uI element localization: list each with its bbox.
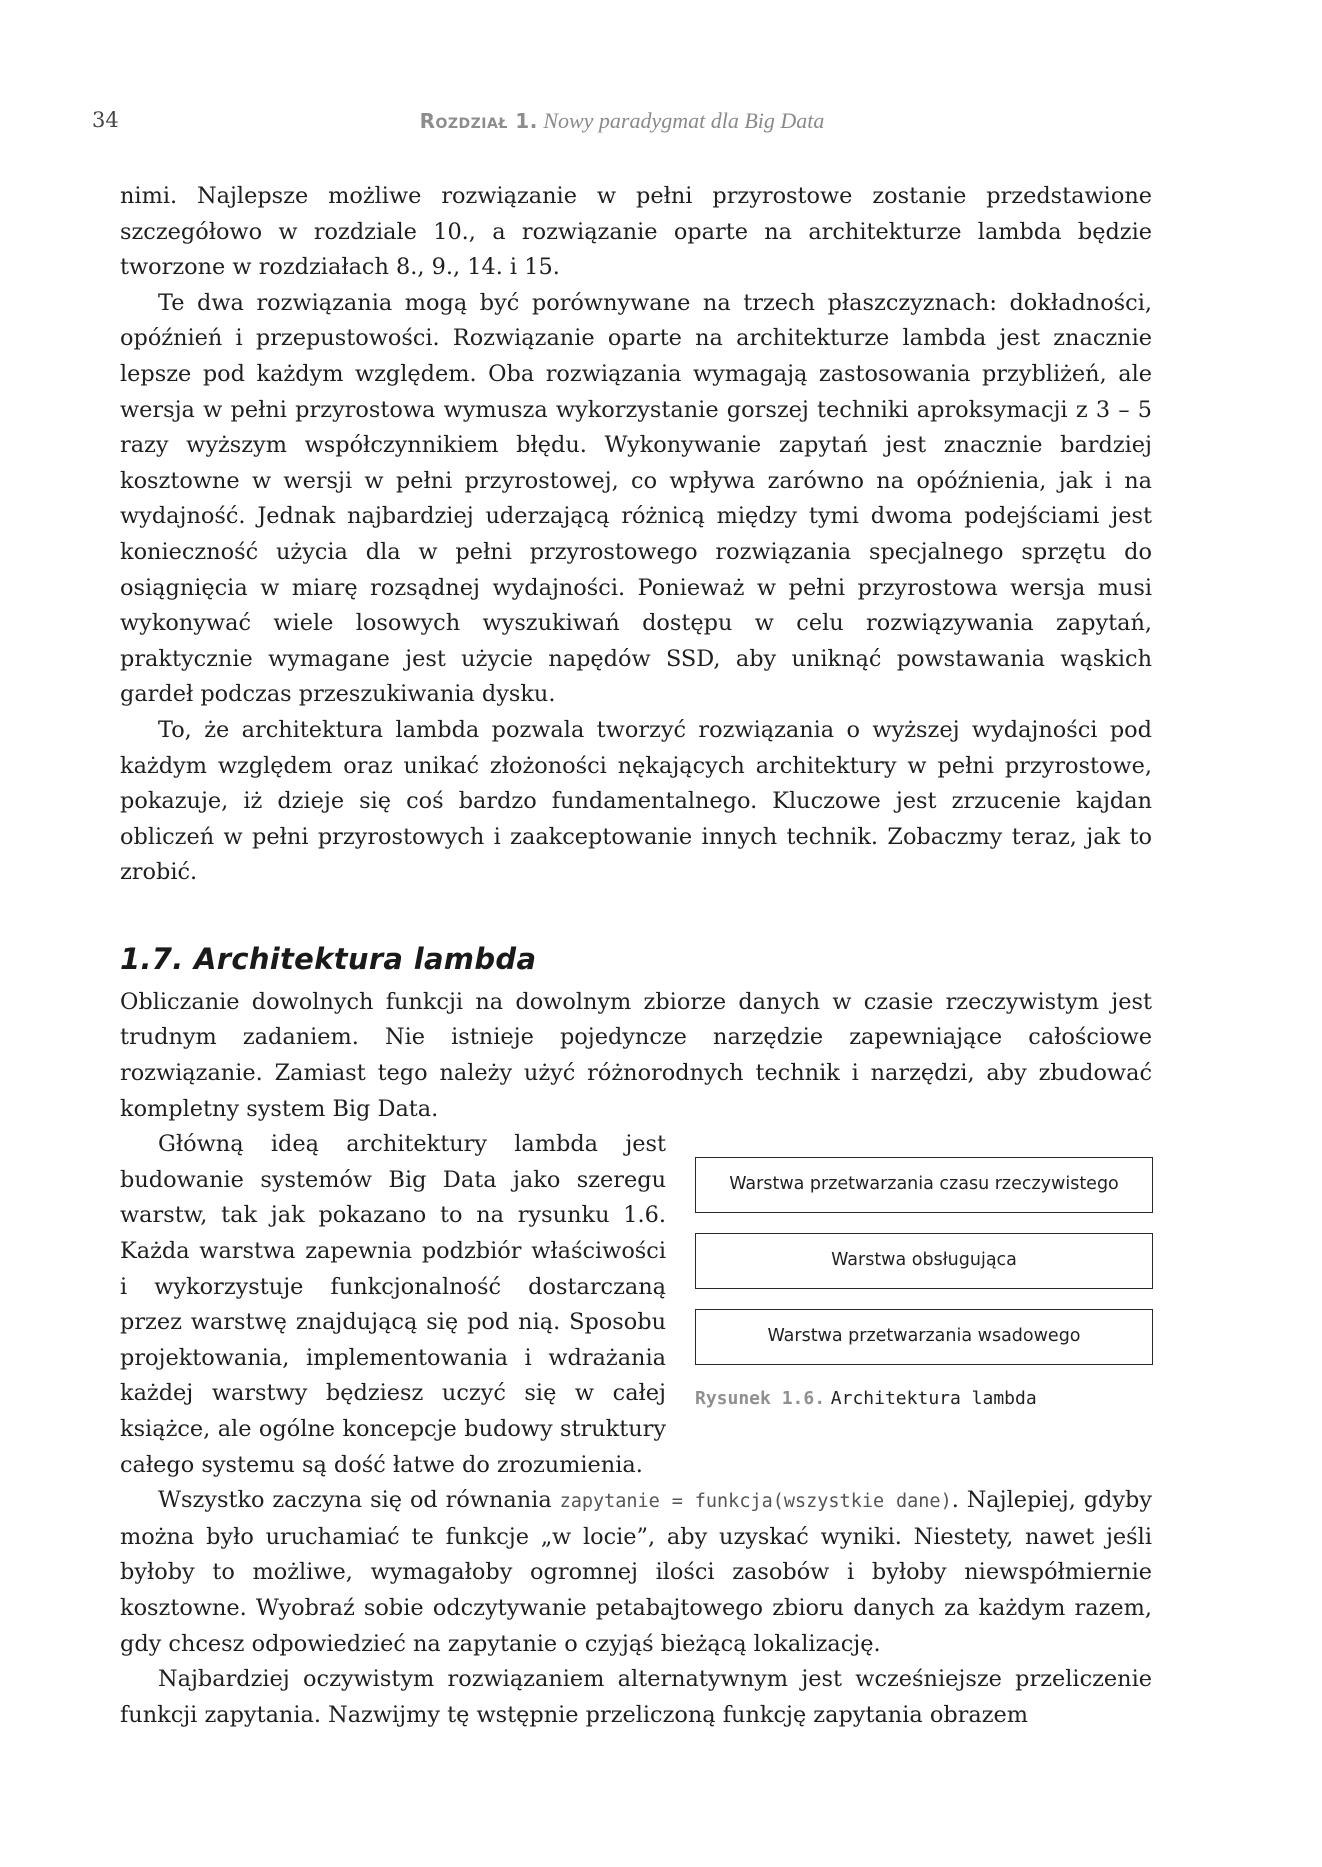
inline-code-equation: zapytanie = funkcja(wszystkie dane) xyxy=(559,1491,952,1513)
layer-realtime: Warstwa przetwarzania czasu rzeczywistego xyxy=(695,1157,1153,1213)
layer-batch: Warstwa przetwarzania wsadowego xyxy=(695,1309,1153,1365)
caption-text: Architektura lambda xyxy=(830,1388,1037,1410)
page-number: 34 xyxy=(92,108,119,132)
paragraph-equation xyxy=(120,1483,1152,1662)
paragraph-section-intro: Obliczanie dowolnych funkcji na dowolnym zbiorze danych w czasie rzeczywistym jest trudnym zadaniem. Nie istnieje pojedyncze narzędzie zapewniające całościowe rozwiązanie. Zamiast tego należy użyć różnorodnych technik i narzędzi, aby zbudować kompletny system Big Data. xyxy=(120,988,1152,1122)
section-heading: 1.7. Architektura lambda xyxy=(120,941,537,976)
paragraph-precompute: Najbardziej oczywistym rozwiązaniem alternatywnym jest wcześniejsze przeliczenie funkcji zapytania. Nazwijmy tę wstępnie przeliczoną funkcję zapytania obrazem xyxy=(120,1666,1152,1728)
running-header xyxy=(92,108,1152,142)
chapter-label: Rozdział 1. xyxy=(419,109,538,133)
chapter-header xyxy=(92,108,1152,134)
chapter-title: Nowy paradygmat dla Big Data xyxy=(543,108,825,133)
equation-lead: Wszystko zaczyna się od równania xyxy=(158,1487,560,1514)
paragraph-comparison: Te dwa rozwiązania mogą być porównywane na trzech płaszczyznach: dokładności, opóźnień i przepustowości. Rozwiązanie oparte na architekturze lambda jest znacznie lepsze pod każdym względem. Oba rozwiązania wymagają zastosowania przybliżeń, ale wersja w pełni przyrostowa wymusza wykorzystanie gorszej techniki aproksymacji z 3 – 5 razy wyższym współczynnikiem błędu. Wykonywanie zapytań jest znacznie bardziej kosztowne w wersji w pełni przyrostowej, co wpływa zarówno na opóźnienia, jak i na wydajność. Jednak najbardziej uderzającą różnicą między tymi dwoma podejściami jest konieczność użycia dla w pełni przyrostowego rozwiązania specjalnego sprzętu do osiągnięcia w miarę rozsądnej wydajności. Ponieważ w pełni przyrostowa wersja musi wykonywać wiele losowych wyszukiwań dostępu w celu rozwiązywania zapytań, praktycznie wymagane jest użycie napędów SSD, aby uniknąć powstawania wąskich gardeł podczas przeszukiwania dysku. xyxy=(120,289,1152,708)
figure-lambda-architecture xyxy=(695,1157,1153,1417)
figure-caption xyxy=(695,1381,1153,1417)
paragraph-continuation: nimi. Najlepsze możliwe rozwiązanie w pełni przyrostowe zostanie przedstawione szczegółowo w rozdziale 10., a rozwiązanie oparte na architekturze lambda będzie tworzone w rozdziałach 8., 9., 14. i 15. xyxy=(120,183,1152,281)
layer-serving: Warstwa obsługująca xyxy=(695,1233,1153,1289)
paragraph-main-idea: Główną ideą architektury lambda jest budowanie systemów Big Data jako szeregu warstw, tak jak pokazano to na rysunku 1.6. Każda warstwa zapewnia podzbiór właściwości i wykorzystuje funkcjonalność dostarczaną przez warstwę znajdującą się pod nią. Sposobu projektowania, implementowania i wdrażania każdej warstwy będziesz uczyć się w całej książce, ale ogólne koncepcje budowy struktury całego systemu są dość łatwe do zrozumienia. xyxy=(120,1131,666,1478)
paragraph-conclusion: To, że architektura lambda pozwala tworzyć rozwiązania o wyższej wydajności pod każdym względem oraz unikać złożoności nękających architektury w pełni przyrostowe, pokazuje, iż dzieje się coś bardzo fundamentalnego. Kluczowe jest zrzucenie kajdan obliczeń w pełni przyrostowych i zaakceptowanie innych technik. Zobaczmy teraz, jak to zrobić. xyxy=(120,716,1152,886)
text-with-figure xyxy=(120,1127,1152,1483)
equation-rest: . Najlepiej, gdyby można było uruchamiać te funkcje „w locie”, aby uzyskać wyniki. Niestety, nawet jeśli byłoby to możliwe, wymagałoby ogromnej ilości zasobów i byłoby niewspółmiernie kosztowne. Wyobraź sobie odczytywanie petabajtowego zbioru danych za każdym razem, gdy chcesz odpowiedzieć na zapytanie o czyjąś bieżącą lokalizację. xyxy=(120,1487,1153,1657)
page-body xyxy=(120,179,1152,1733)
caption-label: Rysunek 1.6. xyxy=(695,1388,826,1410)
